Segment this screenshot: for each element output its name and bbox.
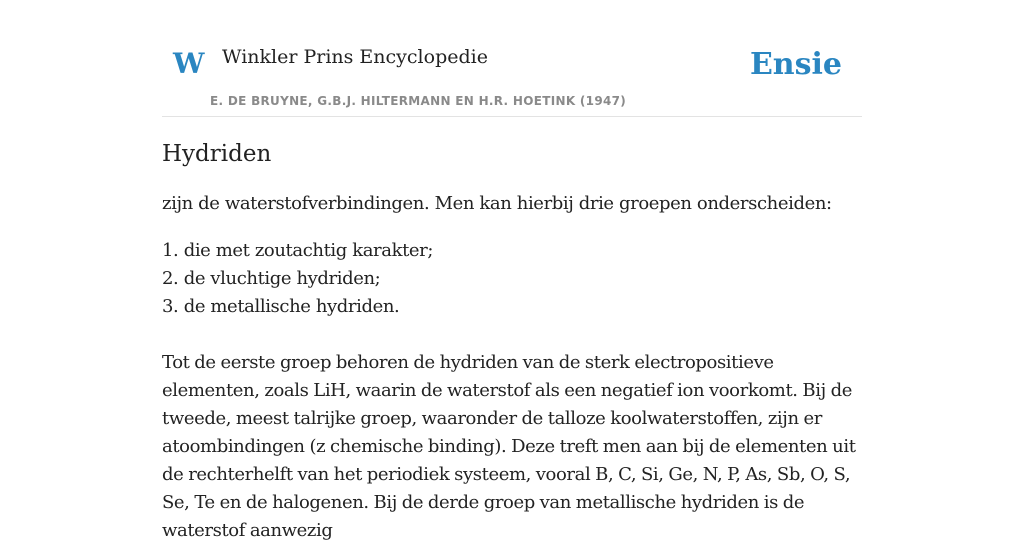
book-logo-icon[interactable]: W (173, 47, 205, 80)
book-authors: E. DE BRUYNE, G.B.J. HILTERMANN EN H.R. HOETINK (1947) (210, 94, 627, 108)
entry-body: Tot de eerste groep behoren de hydriden van de sterk electropositieve elementen, zoals LiH, waarin de waterstof als een negatief ion voorkomt. Bij de tweede, meest talrijke groep, waaronder de talloze koolwaterstoffen, zijn er atoombindingen (z chemische binding). Deze treft men aan bij de elementen uit de rechterhelft van het periodiek systeem, vooral B, C, Si, Ge, N, P, As, Sb, O, S, Se, Te en de halogenen. Bij de derde groep van metallische hydriden is de waterstof aanwezig (162, 352, 856, 541)
ensie-logo[interactable]: Ensie (749, 47, 842, 82)
entry-lead: zijn de waterstofverbindingen. Men kan hierbij drie groepen onderscheiden: (162, 193, 832, 214)
book-title[interactable]: Winkler Prins Encyclopedie (222, 46, 488, 68)
list-item: 1. die met zoutachtig karakter; (162, 240, 434, 261)
groups-list (162, 237, 862, 321)
list-item: 2. de vluchtige hydriden; (162, 268, 381, 289)
header (162, 0, 862, 117)
list-item: 3. de metallische hydriden. (162, 296, 400, 317)
entry-content (162, 138, 862, 545)
entry-title: Hydriden (162, 141, 272, 167)
